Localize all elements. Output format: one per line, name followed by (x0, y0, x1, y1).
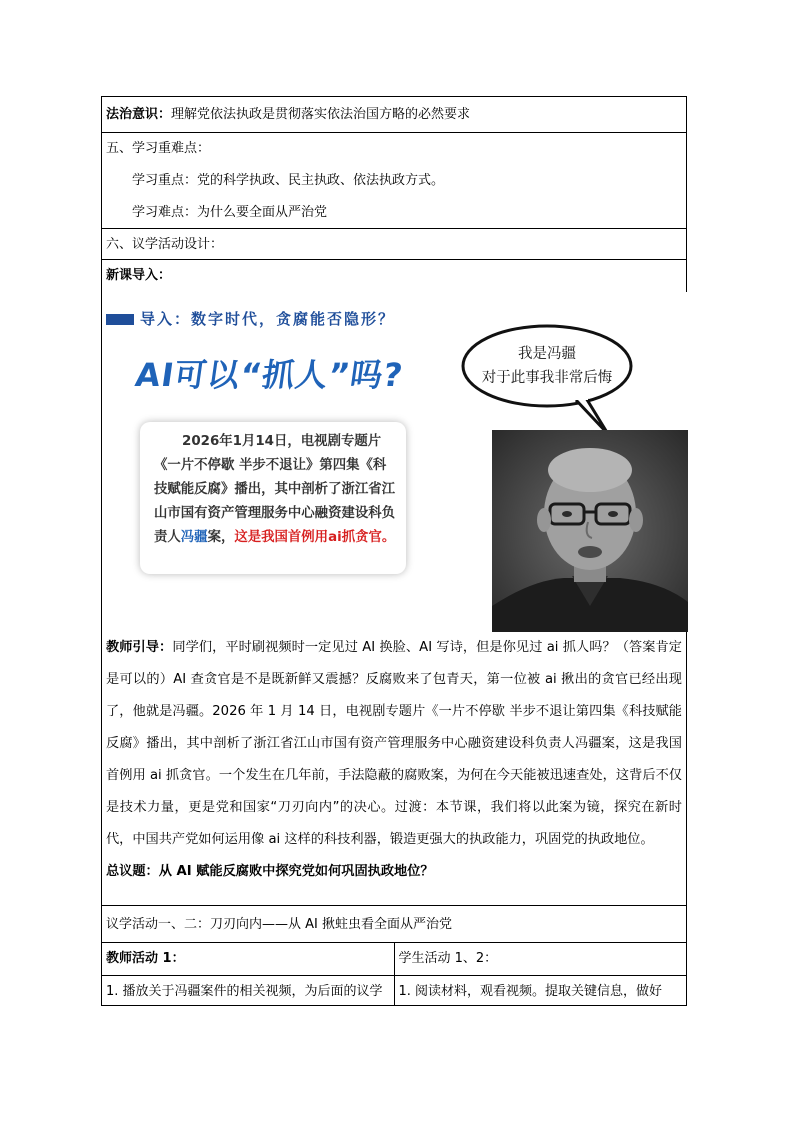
difficult-point-label: 学习难点： (132, 205, 198, 220)
news-card-highlight: 这是我国首例用ai抓贪官。 (234, 530, 396, 545)
student-activity-header: 学生活动 1、2： (398, 951, 498, 966)
legal-awareness-row (102, 97, 686, 133)
slide-heading: 导入：数字时代，贪腐能否隐形？ (140, 310, 396, 328)
news-card-part2: 案， (207, 530, 235, 545)
teacher-activity-column (102, 943, 394, 1005)
intro-label: 新课导入： (106, 268, 172, 283)
key-point-line (102, 165, 686, 197)
teacher-guide-label: 教师引导： (106, 640, 173, 655)
key-point-text: 党的科学执政、民主执政、依法执政方式。 (197, 173, 445, 188)
news-card-name: 冯疆 (180, 530, 208, 545)
person-photo (492, 430, 688, 632)
activity-title: 议学活动一、二：刀刃向内——从 AI 揪蛀虫看全面从严治党 (102, 906, 686, 943)
lesson-plan-table (101, 96, 687, 1006)
legal-awareness-label: 法治意识： (106, 107, 172, 122)
heading-bar (106, 314, 134, 325)
student-activity-item: 1. 阅读材料，观看视频。提取关键信息，做好 (395, 975, 687, 1008)
news-card (140, 422, 406, 574)
speech-bubble-text (458, 342, 636, 390)
teacher-activity-item: 1. 播放关于冯疆案件的相关视频，为后面的议学 (102, 975, 394, 1008)
difficult-point-text: 为什么要全面从严治党 (197, 205, 328, 220)
teacher-guide-paragraph (102, 632, 686, 856)
bubble-line-1: 我是冯疆 (518, 346, 576, 362)
intro-row (102, 260, 686, 906)
news-card-text (140, 422, 406, 550)
slide-big-title: AI可以“抓人”吗? (133, 356, 406, 394)
legal-awareness-text: 理解党依法执政是贯彻落实依法治国方略的必然要求 (171, 107, 471, 122)
intro-slide-image (102, 292, 688, 632)
section5-title: 五、学习重难点： (106, 141, 211, 156)
difficult-point-line (102, 197, 686, 229)
key-points-row (102, 133, 686, 229)
teacher-activity-header: 教师活动 1： (106, 951, 185, 966)
news-card-part1: 2026年1月14日，电视剧专题片《一片不停歇 半步不退让》第四集《科技赋能反腐》播出，其中剖析了浙江省江山市国有资产管理服务中心融资建设科负责人 (154, 434, 396, 545)
student-activity-column (394, 943, 687, 1005)
activity-columns (102, 943, 686, 1005)
key-point-label: 学习重点： (132, 173, 198, 188)
teacher-guide-text: 同学们，平时刷视频时一定见过 AI 换脸、AI 写诗，但是你见过 ai 抓人吗？（答案肯定是可以的）AI 查贪官是不是既新鲜又震撼？反腐败来了包青天，第一位被 ai 揪出的贪官已经出现了，他就是冯疆。2026 年 1 月 14 日，电视剧专题片《一片不停歇 半步不退让第四集《科技赋能反腐》播出，其中剖析了浙江省江山市国有资产管理服务中心融资建设科负责人冯疆案，这是我国首例用 ai 抓贪官。一个发生在几年前，手法隐蔽的腐败案，为何在今天能被迅速查处，这背后不仅是技术力量，更是党和国家“刀刃向内”的决心。过渡：本节课，我们将以此案为镜，探究在新时代，中国共产党如何运用像 ai 这样的科技利器，锻造更强大的执政能力，巩固党的执政地位。 (106, 640, 682, 847)
speech-bubble (458, 322, 636, 410)
bubble-line-2: 对于此事我非常后悔 (481, 370, 613, 386)
overall-topic: 总议题：从 AI 赋能反腐败中探究党如何巩固执政地位？ (106, 864, 434, 879)
section6-title: 六、议学活动设计： (102, 229, 686, 260)
